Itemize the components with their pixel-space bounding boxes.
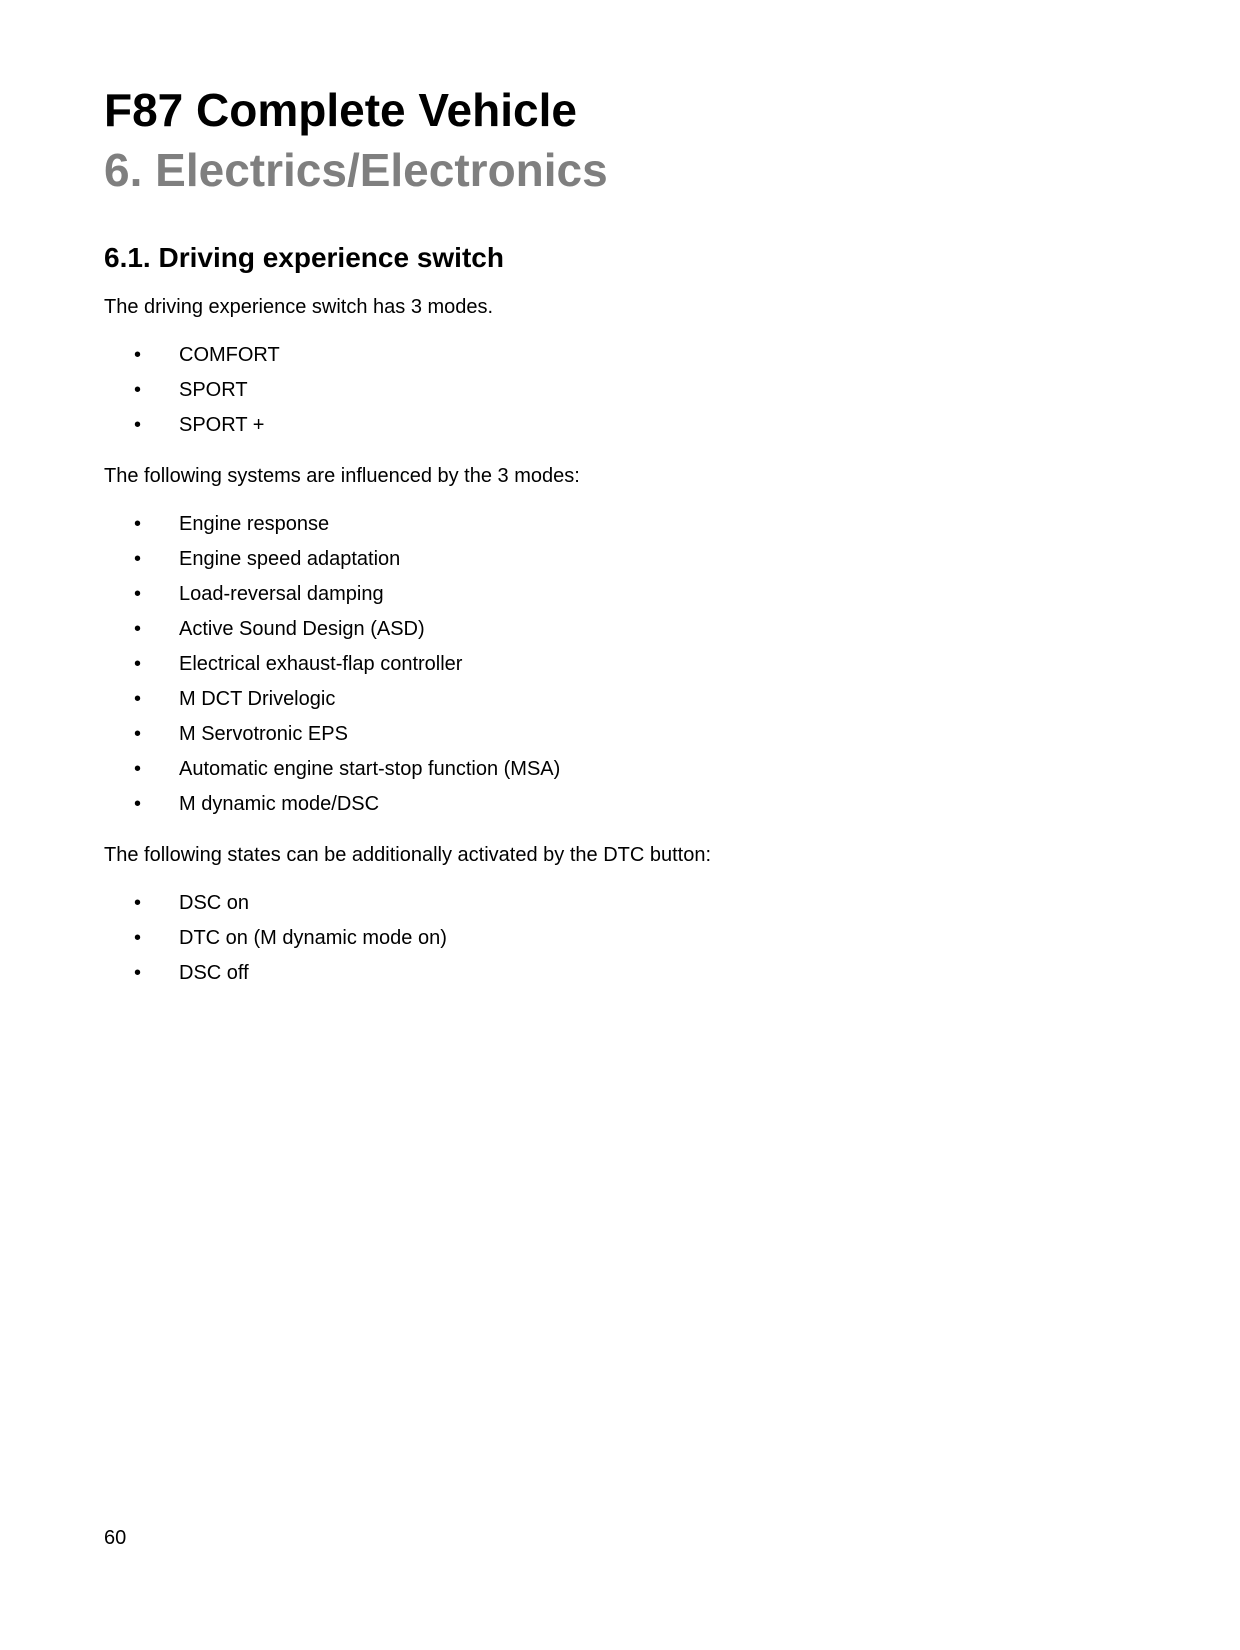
list-item bbox=[104, 717, 1144, 752]
list-item bbox=[104, 647, 1144, 682]
system-label: Electrical exhaust-flap controller bbox=[179, 653, 463, 675]
bullet-icon: • bbox=[134, 653, 142, 675]
system-label: M DCT Drivelogic bbox=[179, 688, 336, 710]
dtc-state-label: DSC off bbox=[179, 962, 249, 984]
mode-label: SPORT bbox=[179, 379, 248, 401]
list-item bbox=[104, 408, 1144, 443]
intro-paragraph: The driving experience switch has 3 modes. bbox=[104, 296, 494, 318]
system-label: M dynamic mode/DSC bbox=[179, 793, 380, 815]
bullet-icon: • bbox=[134, 793, 142, 815]
list-item bbox=[104, 338, 1144, 373]
dtc-intro-paragraph: The following states can be additionally activated by the DTC button: bbox=[104, 844, 712, 866]
bullet-icon: • bbox=[134, 927, 142, 949]
document-title: F87 Complete Vehicle bbox=[104, 84, 577, 136]
document-page bbox=[104, 80, 1144, 991]
modes-list bbox=[104, 338, 1144, 443]
system-label: Load-reversal damping bbox=[179, 583, 384, 605]
bullet-icon: • bbox=[134, 344, 142, 366]
list-item bbox=[104, 612, 1144, 647]
list-item bbox=[104, 373, 1144, 408]
list-item bbox=[104, 787, 1144, 822]
bullet-icon: • bbox=[134, 723, 142, 745]
list-item bbox=[104, 507, 1144, 542]
list-item bbox=[104, 752, 1144, 787]
system-label: Active Sound Design (ASD) bbox=[179, 618, 425, 640]
system-label: Automatic engine start-stop function (MSA) bbox=[179, 758, 561, 780]
dtc-state-label: DSC on bbox=[179, 892, 250, 914]
list-item bbox=[104, 956, 1144, 991]
bullet-icon: • bbox=[134, 688, 142, 710]
mode-label: COMFORT bbox=[179, 344, 280, 366]
chapter-title: 6. Electrics/Electronics bbox=[104, 144, 608, 196]
mode-label: SPORT + bbox=[179, 414, 265, 436]
bullet-icon: • bbox=[134, 513, 142, 535]
system-label: M Servotronic EPS bbox=[179, 723, 348, 745]
system-label: Engine speed adaptation bbox=[179, 548, 401, 570]
list-item bbox=[104, 921, 1144, 956]
bullet-icon: • bbox=[134, 758, 142, 780]
bullet-icon: • bbox=[134, 618, 142, 640]
page-number: 60 bbox=[104, 1527, 127, 1549]
system-label: Engine response bbox=[179, 513, 330, 535]
bullet-icon: • bbox=[134, 414, 142, 436]
bullet-icon: • bbox=[134, 962, 142, 984]
bullet-icon: • bbox=[134, 379, 142, 401]
bullet-icon: • bbox=[134, 548, 142, 570]
systems-intro-paragraph: The following systems are influenced by the 3 modes: bbox=[104, 465, 580, 487]
dtc-state-label: DTC on (M dynamic mode on) bbox=[179, 927, 447, 949]
bullet-icon: • bbox=[134, 583, 142, 605]
list-item bbox=[104, 542, 1144, 577]
bullet-icon: • bbox=[134, 892, 142, 914]
systems-list bbox=[104, 507, 1144, 822]
list-item bbox=[104, 577, 1144, 612]
list-item bbox=[104, 682, 1144, 717]
dtc-states-list bbox=[104, 886, 1144, 991]
list-item bbox=[104, 886, 1144, 921]
section-heading: 6.1. Driving experience switch bbox=[104, 242, 504, 273]
